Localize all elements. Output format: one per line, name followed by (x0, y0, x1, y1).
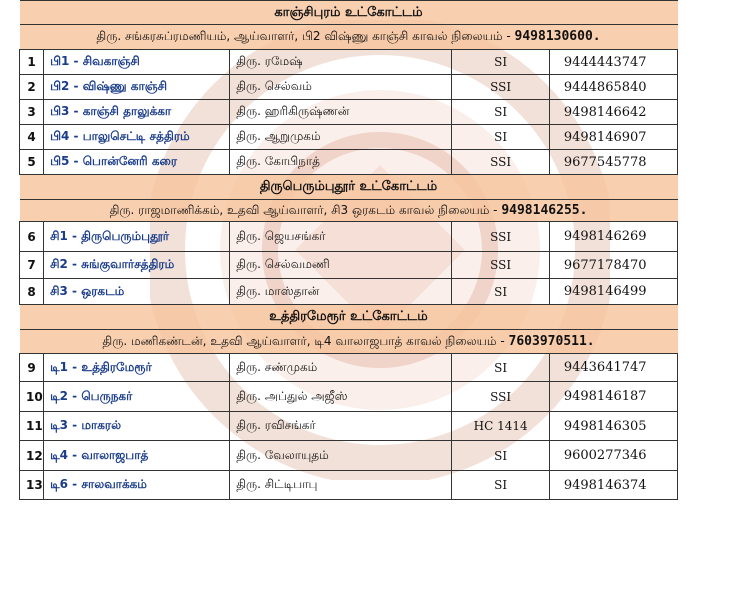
table-row (20, 354, 678, 382)
section-title-row (20, 305, 678, 330)
section-title-row (20, 1, 678, 25)
row-number: 7 (20, 252, 44, 279)
section-inspector-row (20, 200, 678, 222)
row-number: 8 (20, 279, 44, 305)
phone-number: 9498146187 (549, 382, 677, 412)
inspector-phone: 7603970511. (508, 333, 595, 349)
section-inspector-row (20, 25, 678, 50)
station-name: டி3 - மாகரல் (44, 412, 230, 441)
officer-name: திரு. சண்முகம் (230, 354, 452, 382)
row-number: 10 (20, 382, 44, 412)
table-row (20, 382, 678, 412)
station-name: பி5 - பொன்னேரி கரை (44, 150, 230, 175)
station-name: பி3 - காஞ்சி தாலுக்கா (44, 100, 230, 125)
table-row (20, 252, 678, 279)
row-number: 2 (20, 75, 44, 100)
row-number: 5 (20, 150, 44, 175)
row-number: 3 (20, 100, 44, 125)
station-name: டி1 - உத்திரமேரூர் (44, 354, 230, 382)
officer-rank: SSI (452, 150, 549, 175)
phone-number: 9498146374 (549, 471, 677, 500)
officer-rank: SI (452, 50, 549, 75)
phone-number: 9444443747 (549, 50, 677, 75)
officer-name: திரு. கோபிநாத் (230, 150, 452, 175)
inspector-text: திரு. சங்கரசுப்ரமணியம், ஆய்வாளர், பி2 விஷ்ணு காஞ்சி காவல் நிலையம் - (96, 29, 515, 43)
section-inspector (20, 200, 678, 222)
phone-number: 9498146907 (549, 125, 677, 150)
section-inspector (20, 330, 678, 354)
officer-name: திரு. வேலாயுதம் (230, 441, 452, 471)
station-name: சி1 - திருபெரும்புதூர் (44, 222, 230, 252)
officer-rank: HC 1414 (452, 412, 549, 441)
table-row (20, 150, 678, 175)
officer-rank: SI (452, 354, 549, 382)
table-row (20, 441, 678, 471)
inspector-text: திரு. ராஜமாணிக்கம், உதவி ஆய்வாளர், சி3 ஒரகடம் காவல் நிலையம் - (109, 202, 502, 217)
station-name: டி2 - பெருநகர் (44, 382, 230, 412)
row-number: 1 (20, 50, 44, 75)
inspector-text: திரு. மணிகண்டன், உதவி ஆய்வாளர், டி4 வாலாஜபாத் காவல் நிலையம் - (102, 333, 509, 348)
inspector-phone: 9498130600. (514, 29, 601, 44)
officer-name: திரு. மாஸ்தான் (230, 279, 452, 305)
officer-rank: SI (452, 100, 549, 125)
row-number: 4 (20, 125, 44, 150)
station-name: சி2 - சுங்குவார்சத்திரம் (44, 252, 230, 279)
table-row (20, 412, 678, 441)
station-name: பி2 - விஷ்ணு காஞ்சி (44, 75, 230, 100)
row-number: 11 (20, 412, 44, 441)
station-name: பி1 - சிவகாஞ்சி (44, 50, 230, 75)
phone-number: 9677178470 (549, 252, 677, 279)
table-row (20, 100, 678, 125)
station-name: டி6 - சாலவாக்கம் (44, 471, 230, 500)
row-number: 13 (20, 471, 44, 500)
row-number: 6 (20, 222, 44, 252)
phone-number: 9498146269 (549, 222, 677, 252)
officer-rank: SI (452, 125, 549, 150)
officer-rank: SI (452, 279, 549, 305)
phone-number: 9443641747 (549, 354, 677, 382)
officer-rank: SSI (452, 252, 549, 279)
table-row (20, 471, 678, 500)
table-row (20, 75, 678, 100)
section-title: திருபெரும்புதூர் உட்கோட்டம் (20, 175, 678, 200)
phone-number: 9677545778 (549, 150, 677, 175)
section-title: காஞ்சிபுரம் உட்கோட்டம் (20, 1, 678, 25)
table-row (20, 222, 678, 252)
row-number: 9 (20, 354, 44, 382)
station-name: பி4 - பாலுசெட்டி சத்திரம் (44, 125, 230, 150)
officer-name: திரு. ஜெயசங்கர் (230, 222, 452, 252)
officer-rank: SI (452, 441, 549, 471)
phone-number: 9444865840 (549, 75, 677, 100)
officer-rank: SSI (452, 222, 549, 252)
station-name: சி3 - ஒரகடம் (44, 279, 230, 305)
row-number: 12 (20, 441, 44, 471)
table-row (20, 279, 678, 305)
section-title: உத்திரமேரூர் உட்கோட்டம் (20, 305, 678, 330)
inspector-phone: 9498146255. (501, 202, 588, 218)
section-inspector (20, 25, 678, 50)
officer-name: திரு. செல்வமணி (230, 252, 452, 279)
officer-rank: SSI (452, 382, 549, 412)
section-inspector-row (20, 330, 678, 354)
phone-number: 9498146642 (549, 100, 677, 125)
officer-name: திரு. ஆறுமுகம் (230, 125, 452, 150)
contact-table (19, 0, 678, 500)
officer-rank: SSI (452, 75, 549, 100)
officer-name: திரு. ரமேஷ் (230, 50, 452, 75)
officer-name: திரு. அப்துல் அஜீஸ் (230, 382, 452, 412)
officer-name: திரு. செல்வம் (230, 75, 452, 100)
officer-name: திரு. சிட்டிபாபு (230, 471, 452, 500)
officer-rank: SI (452, 471, 549, 500)
table-row (20, 50, 678, 75)
officer-name: திரு. ரவிசங்கர் (230, 412, 452, 441)
station-name: டி4 - வாலாஜபாத் (44, 441, 230, 471)
phone-number: 9498146305 (549, 412, 677, 441)
phone-number: 9600277346 (549, 441, 677, 471)
officer-name: திரு. ஹரிகிருஷ்ணன் (230, 100, 452, 125)
section-title-row (20, 175, 678, 200)
phone-number: 9498146499 (549, 279, 677, 305)
table-row (20, 125, 678, 150)
